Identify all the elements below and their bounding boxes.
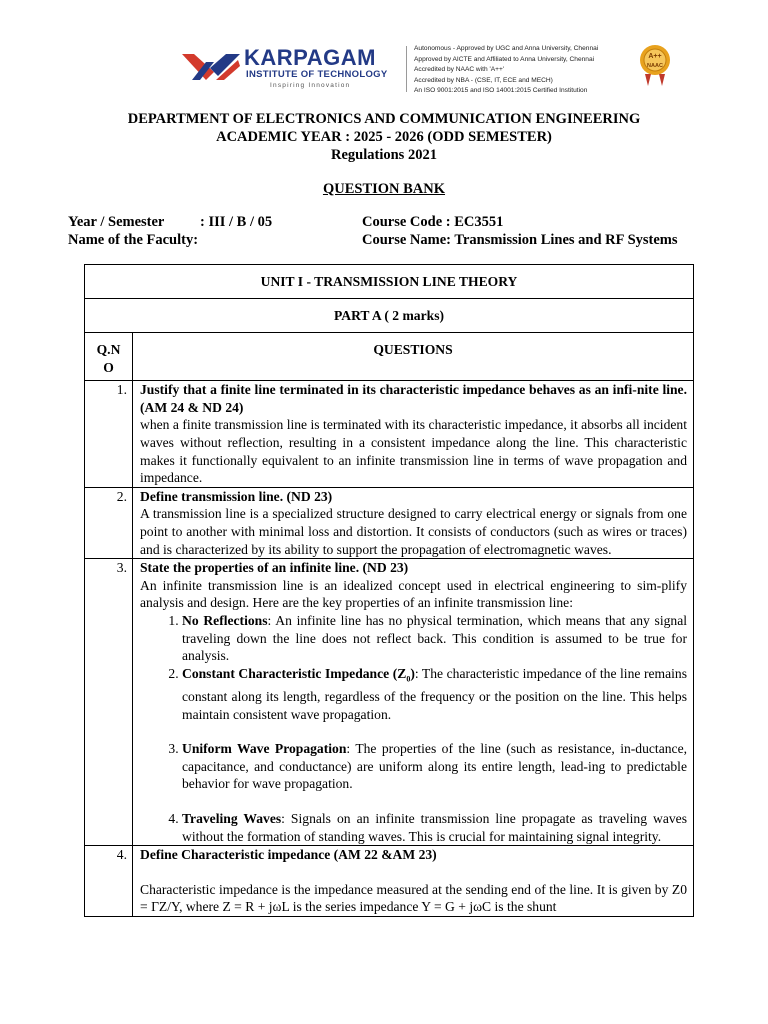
question-text: Justify that a finite line terminated in its characteristic impedance behaves as an infi-nite line. (AM 24 & ND 24) — [140, 382, 687, 415]
qno-header-line1: Q.N — [96, 342, 121, 357]
list-item — [182, 740, 687, 810]
question-cell — [133, 487, 694, 558]
property-text: : Signals on an infinite transmission line propagate as traveling waves without the formation of standing waves. This is crucial for maintaining signal integrity. — [182, 810, 687, 844]
property-text: : The properties of the line (such as resistance, in-ductance, capacitance, and conductance) are uniform along its entire length, lead-ing to predictable behavior for wave propagation. — [182, 741, 687, 792]
property-text: : The characteristic impedance of the line remains constant along its length, regardless of the frequency or the position on the line. This helps maintain consistent wave propagation. — [182, 665, 687, 722]
header-divider — [406, 46, 407, 92]
answer-text: when a finite transmission line is terminated with its characteristic impedance, it absorbs all incident waves without reflection, resulting in a consistent impedance along the line. This characteristic makes it functionally equivalent to an infinite transmission line in terms of wave propagation and impedance. — [140, 417, 687, 486]
naac-badge-icon — [638, 44, 672, 88]
accreditation-line: Autonomous - Approved by UGC and Anna University, Chennai — [414, 45, 599, 52]
questions-header: QUESTIONS — [133, 333, 694, 381]
question-cell — [133, 381, 694, 488]
accreditation-list — [414, 44, 634, 97]
property-term-end: ) — [410, 665, 415, 681]
property-term: Traveling Waves — [182, 810, 282, 826]
question-number: 1. — [85, 381, 133, 488]
property-term: Constant Characteristic Impedance (Z — [182, 665, 407, 681]
list-item — [182, 665, 687, 741]
question-cell — [133, 559, 694, 846]
answer-text: Characteristic impedance is the impedance measured at the sending end of the line. It is given by Z0 = ΓZ/Y, where Z = R + jωL is the series impedance Y = G + jωC is the shunt — [140, 881, 687, 915]
logo-tagline: Inspiring Innovation — [270, 82, 351, 89]
properties-list — [140, 612, 687, 845]
course-code: Course Code : EC3551 — [362, 214, 504, 230]
badge-grade: A++ — [648, 53, 662, 60]
academic-year: ACADEMIC YEAR : 2025 - 2026 (ODD SEMESTER) — [216, 129, 552, 145]
badge-label: NAAC — [647, 63, 663, 69]
accreditation-line: An ISO 9001:2015 and ISO 14001:2015 Certified Institution — [414, 87, 588, 94]
faculty-label: Name of the Faculty: — [68, 232, 199, 248]
accreditation-line: Accredited by NBA - (CSE, IT, ECE and MECH) — [414, 76, 553, 84]
logo-title: KARPAGAM — [244, 45, 376, 70]
answer-text: A transmission line is a specialized structure designed to carry electrical energy or signals from one point to another with minimal loss and distortion. It consists of conductors (such as wires or traces) and is characterized by its ability to support the propagation of electromagnetic waves. — [140, 506, 687, 557]
table-row — [85, 846, 694, 917]
course-name: Course Name: Transmission Lines and RF Systems — [362, 232, 678, 248]
accreditation-line: Approved by AICTE and Affiliated to Anna University, Chennai — [414, 55, 595, 63]
answer-text: An infinite transmission line is an idealized concept used in electrical engineering to sim-plify analysis and design. Here are the key properties of an infinite transmission line: — [140, 577, 687, 611]
property-term-subscript: 0 — [406, 674, 411, 684]
question-number: 4. — [85, 846, 133, 917]
page-bottom — [0, 958, 768, 1024]
question-text: Define Characteristic impedance (AM 22 &AM 23) — [140, 847, 437, 863]
unit-title: UNIT I - TRANSMISSION LINE THEORY — [85, 265, 694, 299]
department-title: DEPARTMENT OF ELECTRONICS AND COMMUNICATION ENGINEERING — [127, 111, 641, 127]
qno-header — [85, 333, 133, 381]
question-text: Define transmission line. (ND 23) — [140, 488, 333, 504]
list-item — [182, 810, 687, 845]
year-semester-value: : III / B / 05 — [200, 214, 273, 230]
question-text: State the properties of an infinite line. (ND 23) — [140, 560, 409, 576]
list-item — [182, 612, 687, 665]
property-term: No Reflections — [182, 612, 268, 628]
table-row — [85, 381, 694, 488]
table-row — [85, 559, 694, 846]
question-bank-title: QUESTION BANK — [322, 181, 446, 197]
qno-header-line2: O — [103, 359, 114, 375]
year-semester-label: Year / Semester — [68, 214, 165, 230]
institute-logo — [180, 44, 410, 94]
property-term: Uniform Wave Propagation — [182, 741, 347, 757]
table-row — [85, 487, 694, 558]
question-number: 2. — [85, 487, 133, 558]
property-text: : An infinite line has no physical termination, which means that any signal traveling down the line does not reflect back. This condition is assumed to be true for analysis. — [182, 612, 688, 664]
karpagam-logo-icon — [180, 50, 242, 86]
logo-subtitle: INSTITUTE OF TECHNOLOGY — [246, 69, 388, 80]
question-cell — [133, 846, 694, 917]
question-table — [84, 264, 694, 917]
part-title: PART A ( 2 marks) — [85, 299, 694, 333]
accreditation-line: Accredited by NAAC with 'A++' — [414, 66, 505, 73]
regulations: Regulations 2021 — [331, 147, 437, 163]
question-number: 3. — [85, 559, 133, 846]
